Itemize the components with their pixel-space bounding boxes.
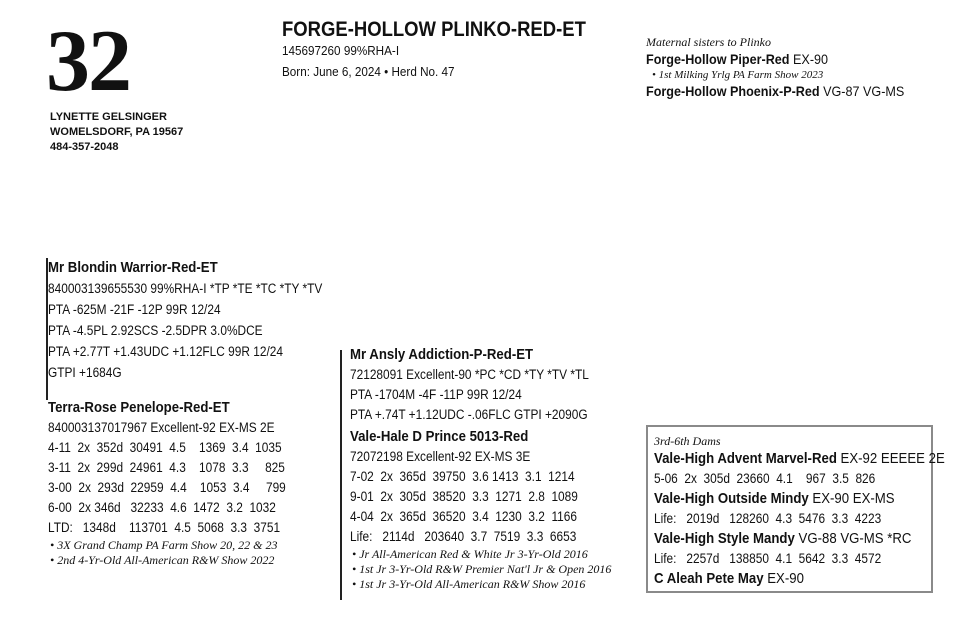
granddam-lifetime: Life: 2114d 203640 3.7 7519 3.3 6653 [350, 529, 577, 544]
dam-record: 6-00 2x 346d 32233 4.6 1472 3.2 1032 [48, 500, 276, 515]
sire-line-5: GTPI +1684G [48, 365, 122, 380]
sire-name: Mr Blondin Warrior-Red-ET [48, 259, 218, 276]
fifth-dam [654, 529, 912, 549]
third-dam-class: EX-92 EEEEE 2E [836, 450, 945, 467]
fifth-dam-record: Life: 2257d 138850 4.1 5642 3.3 4572 [654, 551, 882, 566]
maternal-grandsire-block [350, 345, 621, 425]
fourth-dam [654, 489, 898, 509]
sire-line-3: PTA -4.5PL 2.92SCS -2.5DPR 3.0%DCE [48, 323, 263, 338]
third-dam-name: Vale-High Advent Marvel-Red [654, 450, 837, 467]
dam-record: 3-00 2x 293d 22959 4.4 1053 3.4 799 [48, 480, 286, 495]
sister-2 [646, 82, 904, 100]
dam-lifetime: LTD: 1348d 113701 4.5 5068 3.3 3751 [48, 520, 281, 535]
third-dam [654, 449, 945, 469]
animal-name: FORGE-HOLLOW PLINKO-RED-ET [282, 18, 586, 41]
lot-number: 32 [46, 13, 130, 110]
animal-id: 145697260 99%RHA-I [282, 43, 400, 58]
dam-record: 3-11 2x 299d 24961 4.3 1078 3.3 825 [48, 460, 285, 475]
fourth-dam-name: Vale-High Outside Mindy [654, 490, 809, 507]
sister-1 [646, 50, 904, 68]
sire-block [48, 258, 360, 383]
sisters-header: Maternal sisters to Plinko [646, 35, 771, 49]
sister-1-name: Forge-Hollow Piper-Red [646, 51, 790, 67]
consignor-phone: 484-357-2048 [50, 141, 119, 153]
granddam-note: • Jr All-American Red & White Jr 3-Yr-Old 2016 [352, 547, 588, 561]
maternal-bracket-line [340, 350, 342, 600]
granddam-name: Vale-Hale D Prince 5013-Red [350, 428, 529, 445]
consignor-info [50, 110, 183, 155]
dam-block [48, 398, 318, 568]
granddam-note: • 1st Jr 3-Yr-Old All-American R&W Show 2016 [352, 577, 586, 591]
consignor-city: WOMELSDORF, PA 19567 [50, 126, 184, 138]
granddam-record: 7-02 2x 365d 39750 3.6 1413 3.1 1214 [350, 469, 575, 484]
fourth-dam-record: Life: 2019d 128260 4.3 5476 3.3 4223 [654, 511, 882, 526]
maternal-grandsire-line-1: 72128091 Excellent-90 *PC *CD *TY *TV *TL [350, 367, 589, 382]
sister-2-class: VG-87 VG-MS [819, 83, 905, 99]
sixth-dam [654, 569, 898, 589]
sire-line-1: 840003139655530 99%RHA-I *TP *TE *TC *TY *TV [48, 281, 323, 296]
dam-note: • 2nd 4-Yr-Old All-American R&W Show 2022 [50, 553, 275, 567]
granddam-block [350, 427, 611, 592]
fifth-dam-class: VG-88 VG-MS *RC [794, 530, 912, 547]
third-dam-record: 5-06 2x 305d 23660 4.1 967 3.5 826 [654, 471, 876, 486]
sister-1-class: EX-90 [789, 51, 829, 67]
fourth-dam-class: EX-90 EX-MS [808, 490, 895, 507]
sire-line-2: PTA -625M -21F -12P 99R 12/24 [48, 302, 221, 317]
dam-note: • 3X Grand Champ PA Farm Show 20, 22 & 23 [50, 538, 278, 552]
maternal-grandsire-name: Mr Ansly Addiction-P-Red-ET [350, 346, 534, 363]
dams-3rd-6th-box [646, 425, 945, 593]
animal-born: Born: June 6, 2024 • Herd No. 47 [282, 64, 455, 79]
sister-1-note: • 1st Milking Yrlg PA Farm Show 2023 [652, 69, 824, 81]
fifth-dam-name: Vale-High Style Mandy [654, 530, 795, 547]
sixth-dam-name: C Aleah Pete May [654, 570, 764, 587]
maternal-sisters [646, 34, 933, 100]
dams-box-header: 3rd-6th Dams [654, 434, 721, 448]
dam-record: 4-11 2x 352d 30491 4.5 1369 3.4 1035 [48, 440, 282, 455]
consignor-name: LYNETTE GELSINGER [50, 111, 167, 123]
sire-line-4: PTA +2.77T +1.43UDC +1.12FLC 99R 12/24 [48, 344, 284, 359]
dam-name: Terra-Rose Penelope-Red-ET [48, 399, 230, 416]
granddam-record: 4-04 2x 365d 36520 3.4 1230 3.2 1166 [350, 509, 578, 524]
granddam-id: 72072198 Excellent-92 EX-MS 3E [350, 449, 531, 464]
dam-id: 840003137017967 Excellent-92 EX-MS 2E [48, 420, 275, 435]
sister-2-name: Forge-Hollow Phoenix-P-Red [646, 83, 820, 99]
sixth-dam-class: EX-90 [763, 570, 804, 587]
maternal-grandsire-line-3: PTA +.74T +1.12UDC -.06FLC GTPI +2090G [350, 407, 588, 422]
granddam-note: • 1st Jr 3-Yr-Old R&W Premier Nat'l Jr & Open 2016 [352, 562, 612, 576]
granddam-record: 9-01 2x 305d 38520 3.3 1271 2.8 1089 [350, 489, 578, 504]
maternal-grandsire-line-2: PTA -1704M -4F -11P 99R 12/24 [350, 387, 522, 402]
